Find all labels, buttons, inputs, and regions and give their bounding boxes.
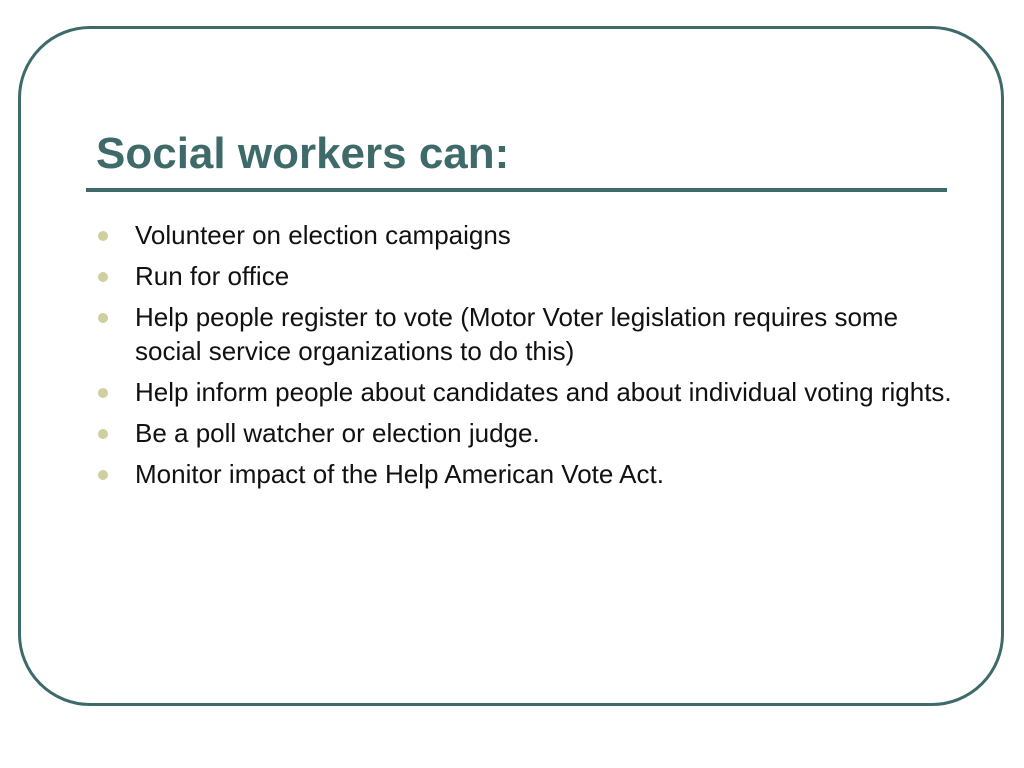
- bullet-list: [96, 218, 956, 498]
- bullet-text: Help inform people about candidates and about individual voting rights.: [135, 377, 952, 407]
- bullet-dot-icon: [98, 470, 108, 480]
- title-underline: [86, 188, 947, 192]
- bullet-dot-icon: [98, 272, 108, 282]
- bullet-text: Run for office: [135, 261, 290, 291]
- bullet-text: Monitor impact of the Help American Vote Act.: [135, 459, 664, 489]
- bullet-text: Help people register to vote (Motor Voter legislation requires some social service organizations to do this): [135, 302, 899, 366]
- bullet-item: [96, 375, 956, 409]
- bullet-item: [96, 218, 956, 252]
- bullet-item: [96, 300, 956, 368]
- bullet-item: [96, 416, 956, 450]
- bullet-dot-icon: [98, 313, 108, 323]
- bullet-text: Volunteer on election campaigns: [135, 220, 511, 250]
- bullet-dot-icon: [98, 429, 108, 439]
- bullet-text: Be a poll watcher or election judge.: [135, 418, 540, 448]
- bullet-item: [96, 259, 956, 293]
- bullet-dot-icon: [98, 231, 108, 241]
- slide-title: Social workers can:: [96, 129, 510, 178]
- bullet-dot-icon: [98, 388, 108, 398]
- bullet-item: [96, 457, 956, 491]
